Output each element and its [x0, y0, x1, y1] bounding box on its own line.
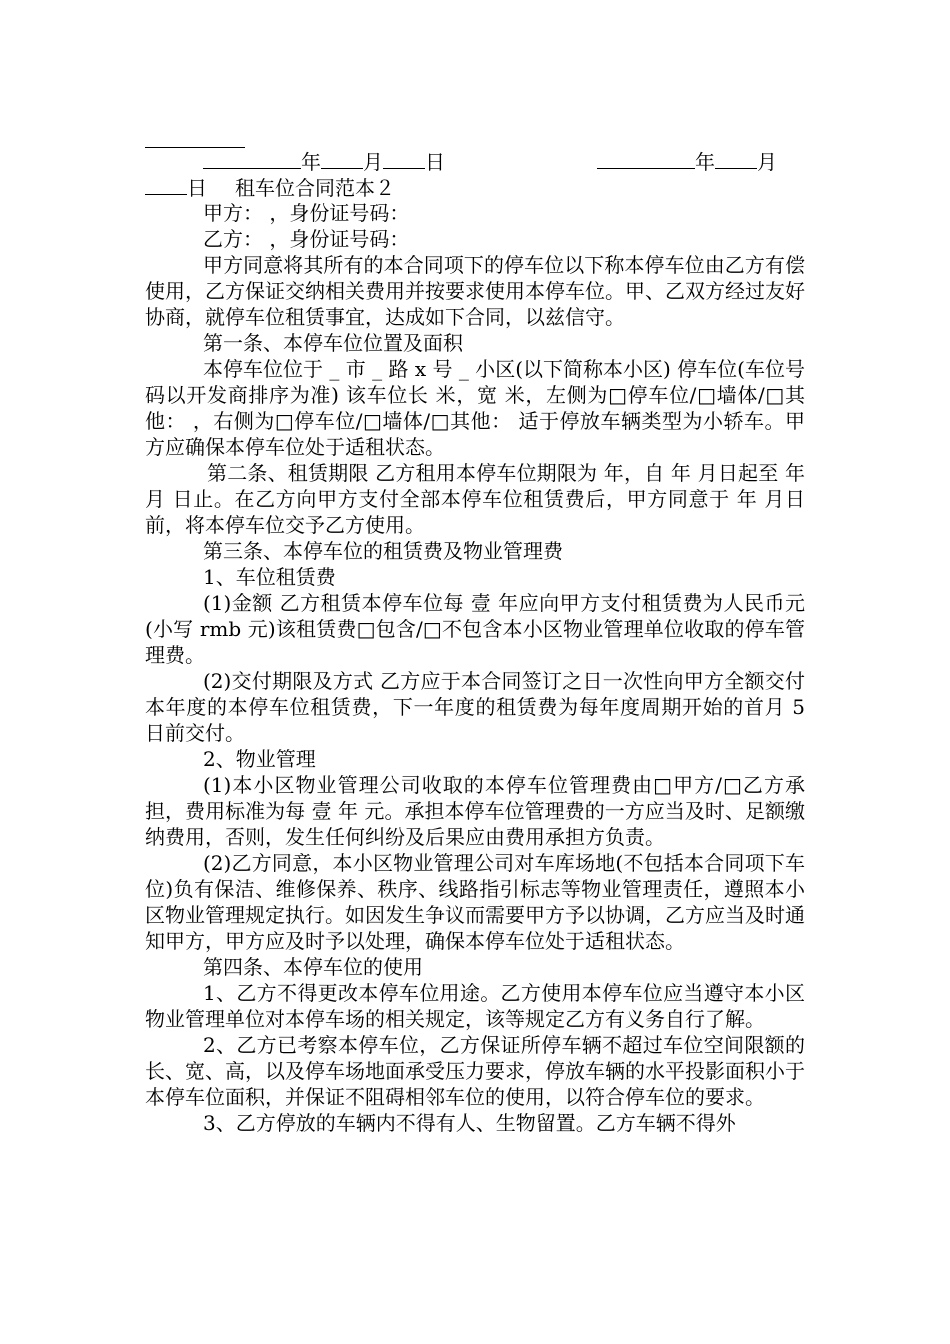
date-line-1: [145, 148, 805, 174]
article-3-title: 第三条、本停车位的租赁费及物业管理费: [203, 539, 563, 563]
party-b-line: 乙方： ，身份证号码：: [203, 227, 410, 251]
document-body: [145, 125, 805, 1136]
blank-day-1: [383, 148, 425, 169]
blank-month-1: [321, 148, 363, 169]
date-day-2: 日: [187, 176, 207, 200]
intro-paragraph: 甲方同意将其所有的本合同项下的停车位以下称本停车位由乙方有偿使用，乙方保证交纳相关费用并按要求使用本停车位。甲、乙双方经过友好协商，就停车位租赁事宜，达成如下合同，以兹信守。: [145, 253, 805, 329]
article-2-text: 第二条、租赁期限 乙方租用本停车位期限为 年，自 年 月日起至 年 月 日止。在乙方向甲方支付全部本停车位租赁费后，甲方同意于 年 月日前，将本停车位交予乙方使用。: [145, 461, 805, 537]
date-month-2: 月: [757, 150, 777, 174]
blank-year-2: [597, 148, 695, 169]
date-day-1: 日: [425, 150, 445, 174]
blank-day-2: [145, 174, 187, 195]
article-3-sub-1-para-1: (1)金额 乙方租赁本停车位每 壹 年应向甲方支付租赁费为人民币元(小写 rmb 元)该租赁费□包含/□不包含本小区物业管理单位收取的停车管理费。: [145, 591, 805, 667]
article-3-sub-2-title: 2、物业管理: [203, 747, 316, 771]
article-4-para-2: 2、乙方已考察本停车位，乙方保证所停车辆不超过车位空间限额的长、宽、高，以及停车场地面承受压力要求，停放车辆的水平投影面积小于本停车位面积，并保证不阻碍相邻车位的使用，以符合停车位的要求。: [145, 1033, 805, 1109]
date-month-1: 月: [363, 150, 383, 174]
article-3-sub-2-para-1: (1)本小区物业管理公司收取的本停车位管理费由□甲方/□乙方承担，费用标准为每 壹 年 元。承担本停车位管理费的一方应当及时、足额缴纳费用，否则，发生任何纠纷及后果应由费用承担方负责。: [145, 773, 805, 849]
article-3-sub-1-title: 1、车位租赁费: [203, 565, 336, 589]
date-line-2: [145, 174, 805, 200]
article-4-para-3: 3、乙方停放的车辆内不得有人、生物留置。乙方车辆不得外: [203, 1111, 736, 1135]
document-title: 租车位合同范本２: [235, 176, 395, 200]
date-year-1: 年: [301, 150, 321, 174]
blank-year-1: [203, 148, 301, 169]
article-1-text: 本停车位位于 _ 市 _ 路 x 号 _ 小区(以下简称本小区) 停车位(车位号码以开发商排序为准) 该车位长 米，宽 米，左侧为□停车位/□墙体/□其他： ，右侧为□停车位/□墙体/□其他： 适于停放车辆类型为小轿车。甲方应确保本停车位处于适租状态。: [145, 357, 805, 459]
article-1-title: 第一条、本停车位位置及面积: [203, 331, 463, 355]
article-4-title: 第四条、本停车位的使用: [203, 955, 423, 979]
article-4-para-1: 1、乙方不得更改本停车位用途。乙方使用本停车位应当遵守本小区物业管理单位对本停车场的相关规定，该等规定乙方有义务自行了解。: [145, 981, 805, 1031]
article-3-sub-2-para-2: (2)乙方同意，本小区物业管理公司对车库场地(不包括本合同项下车位)负有保洁、维修保养、秩序、线路指引标志等物业管理责任，遵照本小区物业管理规定执行。如因发生争议而需要甲方予以协调，乙方应当及时通知甲方，甲方应及时予以处理，确保本停车位处于适租状态。: [145, 851, 805, 953]
article-3-sub-1-para-2: (2)交付期限及方式 乙方应于本合同签订之日一次性向甲方全额交付本年度的本停车位租赁费，下一年度的租赁费为每年度周期开始的首月 5 日前交付。: [145, 669, 805, 745]
date-year-2: 年: [695, 150, 715, 174]
top-blank-line: [145, 125, 245, 148]
party-a-line: 甲方： ，身份证号码：: [203, 201, 410, 225]
blank-month-2: [715, 148, 757, 169]
